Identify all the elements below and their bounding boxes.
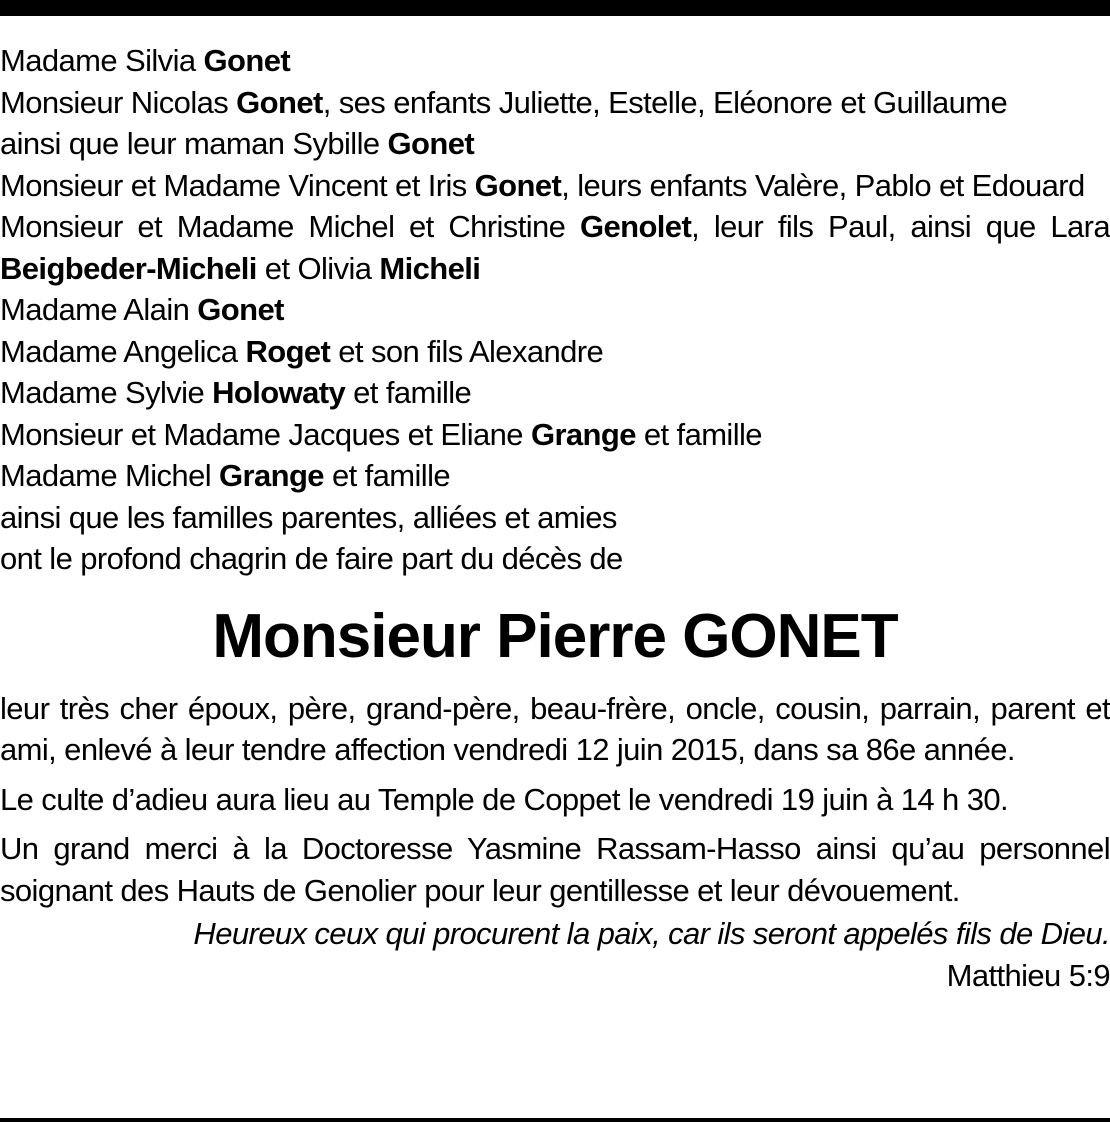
surname: Gonet: [387, 126, 475, 161]
surname: Gonet: [236, 84, 323, 120]
surname: Grange: [219, 458, 324, 493]
family-line-8: Madame Sylvie Holowaty et famille: [0, 375, 472, 410]
family-line-1: Madame Silvia Gonet: [0, 43, 291, 78]
bottom-border-rule: [0, 1118, 1110, 1122]
family-line-5: Monsieur et Madame Michel et Christine Genolet, leur fils Paul, ainsi que Lara Beigbeder-Micheli et Olivia Micheli: [0, 209, 1110, 286]
ceremony-paragraph: Le culte d’adieu aura lieu au Temple de Coppet le vendredi 19 juin à 14 h 30.: [0, 781, 1008, 817]
surname: Roget: [245, 333, 331, 369]
family-line-4: Monsieur et Madame Vincent et Iris Gonet, leurs enfants Valère, Pablo et Edouard: [0, 167, 1085, 203]
family-line-3: ainsi que leur maman Sybille Gonet: [0, 126, 475, 161]
tribute-paragraph: leur très cher époux, père, grand-père, beau-frère, oncle, cousin, parrain, parent et ami, enlevé à leur tendre affection vendredi 12 juin 2015, dans sa 86e année.: [0, 690, 1110, 767]
family-line-11: ainsi que les familles parentes, alliées et amies: [0, 499, 617, 535]
thanks-paragraph: Un grand merci à la Doctoresse Yasmine Rassam-Hasso ainsi qu’au personnel soignant des Hauts de Genolier pour leur gentillesse et leur dévouement.: [0, 831, 1110, 908]
family-line-6: Madame Alain Gonet: [0, 292, 284, 327]
surname: Gonet: [197, 292, 284, 327]
surname: Micheli: [379, 250, 481, 286]
surname: Genolet: [579, 209, 692, 244]
family-line-2: Monsieur Nicolas Gonet, ses enfants Juliette, Estelle, Eléonore et Guillaume: [0, 84, 1008, 120]
bible-verse: Heureux ceux qui procurent la paix, car ils seront appelés fils de Dieu.: [193, 916, 1110, 951]
deceased-name: Monsieur Pierre GONET: [212, 601, 898, 671]
top-border-rule: [0, 0, 1110, 16]
death-notice: [0, 40, 1110, 996]
verse-reference: Matthieu 5:9: [946, 957, 1110, 993]
surname: Gonet: [203, 43, 291, 78]
family-line-10: Madame Michel Grange et famille: [0, 458, 451, 493]
family-line-9: Monsieur et Madame Jacques et Eliane Grange et famille: [0, 416, 762, 452]
announcement-line: ont le profond chagrin de faire part du décès de: [0, 541, 623, 576]
family-line-7: Madame Angelica Roget et son fils Alexandre: [0, 333, 604, 369]
surname: Grange: [530, 416, 636, 452]
surname: Holowaty: [212, 375, 346, 410]
surname: Gonet: [474, 167, 562, 203]
surname: Beigbeder-Micheli: [0, 250, 257, 286]
